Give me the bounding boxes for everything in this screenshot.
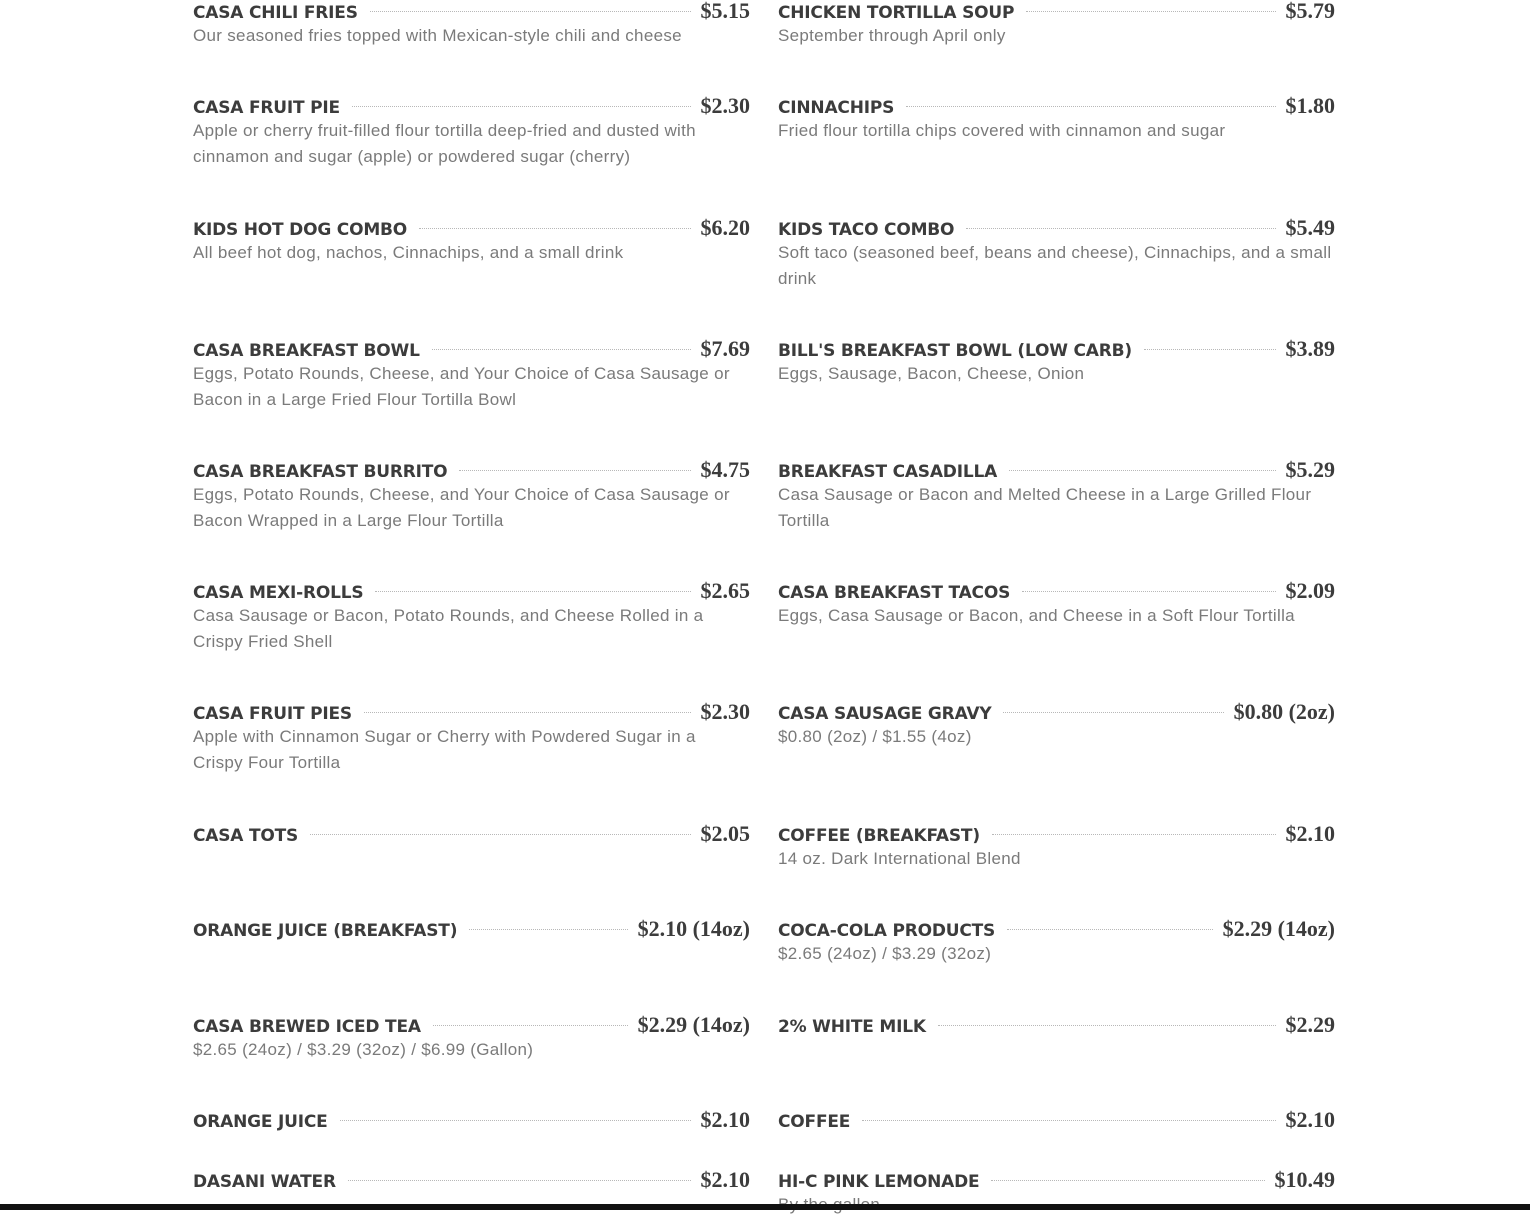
menu-item <box>193 1107 750 1131</box>
menu-item <box>778 916 1335 967</box>
item-price: $5.15 <box>700 0 750 23</box>
item-name: CASA MEXI-ROLLS <box>193 583 364 603</box>
item-price: $1.80 <box>1285 93 1335 118</box>
item-price: $2.29 (14oz) <box>637 1012 750 1037</box>
menu-item <box>778 1167 1335 1218</box>
dot-leader <box>906 106 1275 107</box>
menu-item <box>193 821 750 845</box>
item-price: $2.10 <box>1285 1107 1335 1132</box>
item-price: $2.30 <box>700 93 750 118</box>
item-name: CASA BREAKFAST BOWL <box>193 341 420 361</box>
item-name: CASA TOTS <box>193 826 299 846</box>
item-description: Casa Sausage or Bacon and Melted Cheese in a Large Grilled Flour Tortilla <box>778 485 1312 530</box>
menu-item <box>778 457 1335 534</box>
dot-leader <box>375 591 690 592</box>
item-name: CASA BREAKFAST TACOS <box>778 583 1011 603</box>
dot-leader <box>370 11 691 12</box>
item-description: Fried flour tortilla chips covered with cinnamon and sugar <box>778 121 1226 140</box>
item-name: BILL'S BREAKFAST BOWL (LOW CARB) <box>778 341 1132 361</box>
item-price: $2.10 (14oz) <box>637 916 750 941</box>
item-price: $2.65 <box>700 578 750 603</box>
dot-leader <box>966 228 1275 229</box>
menu-item <box>778 1012 1335 1036</box>
item-name: BREAKFAST CASADILLA <box>778 462 998 482</box>
menu-item <box>778 1107 1335 1131</box>
menu-item <box>778 0 1335 49</box>
item-price: $4.75 <box>700 457 750 482</box>
menu-item <box>193 699 750 776</box>
menu-item <box>778 93 1335 144</box>
menu-item <box>193 0 750 49</box>
item-price: $2.10 <box>700 1107 750 1132</box>
item-price: $3.89 <box>1285 336 1335 361</box>
item-description: Eggs, Sausage, Bacon, Cheese, Onion <box>778 364 1085 383</box>
item-name: DASANI WATER <box>193 1172 336 1192</box>
dot-leader <box>1003 712 1223 713</box>
item-description: Apple or cherry fruit-filled flour tortilla deep-fried and dusted with cinnamon and sugar (apple) or powdered sugar (cherry) <box>193 121 696 166</box>
dot-leader <box>1144 349 1276 350</box>
bottom-bar <box>0 1204 1530 1210</box>
item-name: 2% WHITE MILK <box>778 1017 926 1037</box>
menu-item <box>193 916 750 940</box>
item-price: $10.49 <box>1274 1167 1335 1192</box>
menu-item <box>193 215 750 266</box>
dot-leader <box>433 1025 628 1026</box>
dot-leader <box>991 1180 1264 1181</box>
dot-leader <box>364 712 691 713</box>
item-name: HI-C PINK LEMONADE <box>778 1172 980 1192</box>
dot-leader <box>1022 591 1275 592</box>
menu-item <box>193 457 750 534</box>
item-name: CASA FRUIT PIE <box>193 98 340 118</box>
menu-item <box>778 578 1335 629</box>
item-price: $7.69 <box>700 336 750 361</box>
item-name: COFFEE (BREAKFAST) <box>778 826 980 846</box>
item-name: CHICKEN TORTILLA SOUP <box>778 3 1015 23</box>
menu-item <box>778 336 1335 387</box>
item-price: $2.30 <box>700 699 750 724</box>
item-description: Eggs, Potato Rounds, Cheese, and Your Choice of Casa Sausage or Bacon Wrapped in a Large Flour Tortilla <box>193 485 730 530</box>
item-price: $2.10 <box>700 1167 750 1192</box>
item-name: COFFEE <box>778 1112 851 1132</box>
item-name: CASA SAUSAGE GRAVY <box>778 704 992 724</box>
dot-leader <box>1009 470 1275 471</box>
menu-item <box>778 821 1335 872</box>
dot-leader <box>992 834 1276 835</box>
menu-item <box>193 578 750 655</box>
item-name: CASA FRUIT PIES <box>193 704 352 724</box>
dot-leader <box>348 1180 691 1181</box>
menu-item <box>778 699 1335 750</box>
item-name: ORANGE JUICE (BREAKFAST) <box>193 921 458 941</box>
item-price: $2.10 <box>1285 821 1335 846</box>
item-price: $6.20 <box>700 215 750 240</box>
item-price: $2.05 <box>700 821 750 846</box>
item-price: $2.29 (14oz) <box>1222 916 1335 941</box>
dot-leader <box>352 106 691 107</box>
item-description: All beef hot dog, nachos, Cinnachips, and a small drink <box>193 243 624 262</box>
menu-item <box>193 93 750 170</box>
item-name: CASA BREAKFAST BURRITO <box>193 462 448 482</box>
item-name: CINNACHIPS <box>778 98 895 118</box>
item-description: $0.80 (2oz) / $1.55 (4oz) <box>778 727 972 746</box>
dot-leader <box>862 1120 1275 1121</box>
item-price: $0.80 (2oz) <box>1233 699 1335 724</box>
dot-leader <box>459 470 690 471</box>
item-description: Apple with Cinnamon Sugar or Cherry with Powdered Sugar in a Crispy Four Tortilla <box>193 727 696 772</box>
item-description: Eggs, Casa Sausage or Bacon, and Cheese in a Soft Flour Tortilla <box>778 606 1295 625</box>
item-description: $2.65 (24oz) / $3.29 (32oz) / $6.99 (Gallon) <box>193 1040 534 1059</box>
item-price: $2.09 <box>1285 578 1335 603</box>
dot-leader <box>1026 11 1275 12</box>
item-price: $2.29 <box>1285 1012 1335 1037</box>
item-price: $5.49 <box>1285 215 1335 240</box>
item-description: Eggs, Potato Rounds, Cheese, and Your Choice of Casa Sausage or Bacon in a Large Fried Flour Tortilla Bowl <box>193 364 730 409</box>
menu-item <box>778 215 1335 292</box>
dot-leader <box>1007 929 1212 930</box>
dot-leader <box>432 349 691 350</box>
item-price: $5.79 <box>1285 0 1335 23</box>
item-name: COCA-COLA PRODUCTS <box>778 921 996 941</box>
item-description: Soft taco (seasoned beef, beans and cheese), Cinnachips, and a small drink <box>778 243 1332 288</box>
dot-leader <box>419 228 690 229</box>
item-description: September through April only <box>778 26 1006 45</box>
menu-item <box>193 1012 750 1063</box>
item-name: CASA BREWED ICED TEA <box>193 1017 421 1037</box>
dot-leader <box>340 1120 691 1121</box>
menu-item <box>193 1167 750 1191</box>
dot-leader <box>469 929 627 930</box>
dot-leader <box>938 1025 1276 1026</box>
menu-item <box>193 336 750 413</box>
item-description: 14 oz. Dark International Blend <box>778 849 1021 868</box>
item-description: Casa Sausage or Bacon, Potato Rounds, and Cheese Rolled in a Crispy Fried Shell <box>193 606 704 651</box>
item-name: KIDS TACO COMBO <box>778 220 955 240</box>
item-price: $5.29 <box>1285 457 1335 482</box>
item-name: CASA CHILI FRIES <box>193 3 358 23</box>
item-description: $2.65 (24oz) / $3.29 (32oz) <box>778 944 992 963</box>
dot-leader <box>310 834 690 835</box>
item-name: KIDS HOT DOG COMBO <box>193 220 408 240</box>
item-description: Our seasoned fries topped with Mexican-style chili and cheese <box>193 26 682 45</box>
item-name: ORANGE JUICE <box>193 1112 328 1132</box>
